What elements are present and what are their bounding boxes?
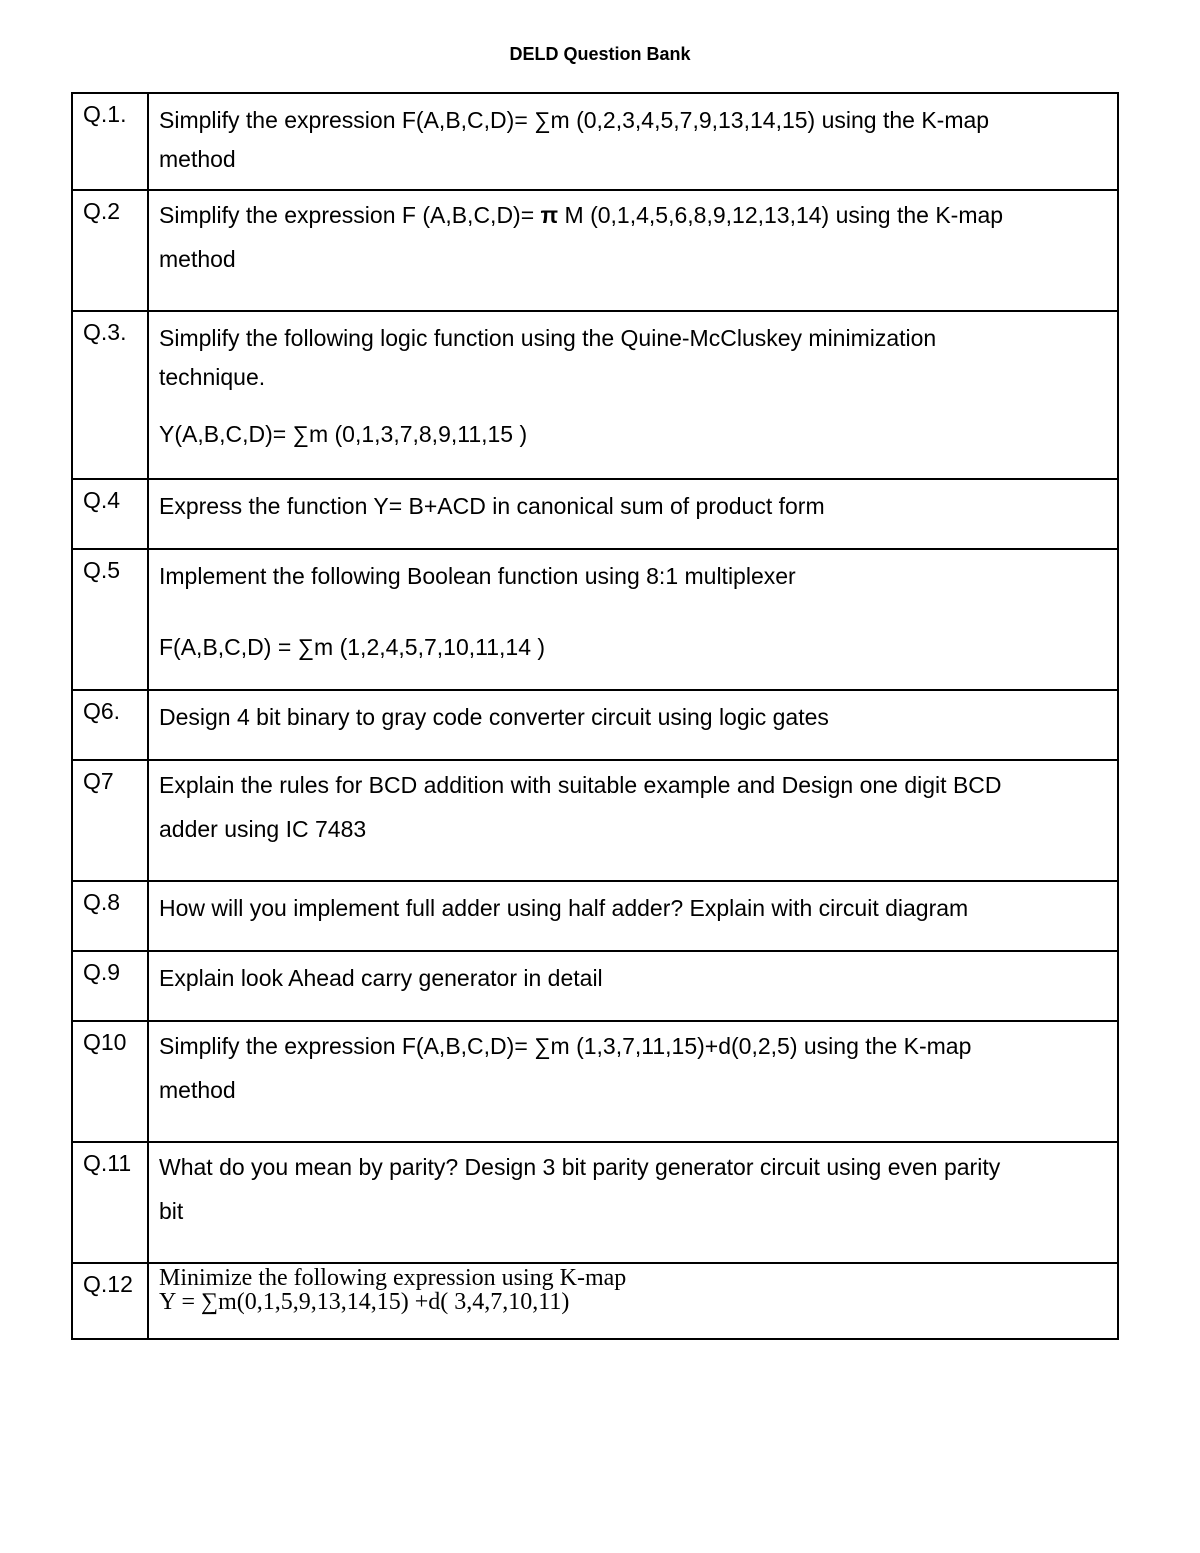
question-table: [71, 92, 1119, 1340]
table-row: [72, 1263, 1118, 1339]
expression: F(A,B,C,D) = ∑m (1,2,4,5,7,10,11,14 ): [159, 634, 546, 660]
question-number: Q10: [72, 1021, 148, 1142]
table-row: [72, 479, 1118, 549]
question-text: Simplify the expression F(A,B,C,D)= ∑m (0,2,3,4,5,7,9,13,14,15) using the K-map method: [148, 93, 1118, 190]
question-text: Simplify the following logic function using the Quine-McCluskey minimization technique. Y(A,B,C,D)= ∑m (0,1,3,7,8,9,11,15 ): [148, 311, 1118, 479]
table-row: [72, 1021, 1118, 1142]
question-text: Implement the following Boolean function using 8:1 multiplexer F(A,B,C,D) = ∑m (1,2,4,5,7,10,11,14 ): [148, 549, 1118, 690]
question-text: Explain look Ahead carry generator in detail: [148, 951, 1118, 1021]
question-number: Q.1.: [72, 93, 148, 190]
table-row: [72, 881, 1118, 951]
question-number: Q.2: [72, 190, 148, 311]
table-row: [72, 760, 1118, 881]
question-text: What do you mean by parity? Design 3 bit parity generator circuit using even parity bit: [148, 1142, 1118, 1263]
question-number: Q.9: [72, 951, 148, 1021]
page-title: DELD Question Bank: [509, 44, 691, 64]
pi-symbol: π: [540, 202, 559, 228]
question-number: Q6.: [72, 690, 148, 760]
expression: Y(A,B,C,D)= ∑m (0,1,3,7,8,9,11,15 ): [159, 421, 528, 447]
table-row: [72, 190, 1118, 311]
question-text: Minimize the following expression using K-map Y = ∑m(0,1,5,9,13,14,15) +d( 3,4,7,10,11): [148, 1263, 1118, 1339]
table-row: [72, 690, 1118, 760]
question-text: Simplify the expression F (A,B,C,D)= π M (0,1,4,5,6,8,9,12,13,14) using the K-map method: [148, 190, 1118, 311]
question-number: Q.3.: [72, 311, 148, 479]
question-number: Q.5: [72, 549, 148, 690]
table-row: [72, 93, 1118, 190]
question-number: Q7: [72, 760, 148, 881]
question-number: Q.11: [72, 1142, 148, 1263]
table-row: [72, 951, 1118, 1021]
question-text: Simplify the expression F(A,B,C,D)= ∑m (1,3,7,11,15)+d(0,2,5) using the K-map method: [148, 1021, 1118, 1142]
question-text: Express the function Y= B+ACD in canonical sum of product form: [148, 479, 1118, 549]
question-text: Explain the rules for BCD addition with suitable example and Design one digit BCD adder using IC 7483: [148, 760, 1118, 881]
question-text: Design 4 bit binary to gray code converter circuit using logic gates: [148, 690, 1118, 760]
question-number: Q.8: [72, 881, 148, 951]
table-row: [72, 311, 1118, 479]
question-number: Q.12: [72, 1263, 148, 1339]
question-text: How will you implement full adder using half adder? Explain with circuit diagram: [148, 881, 1118, 951]
table-row: [72, 549, 1118, 690]
question-number: Q.4: [72, 479, 148, 549]
table-row: [72, 1142, 1118, 1263]
